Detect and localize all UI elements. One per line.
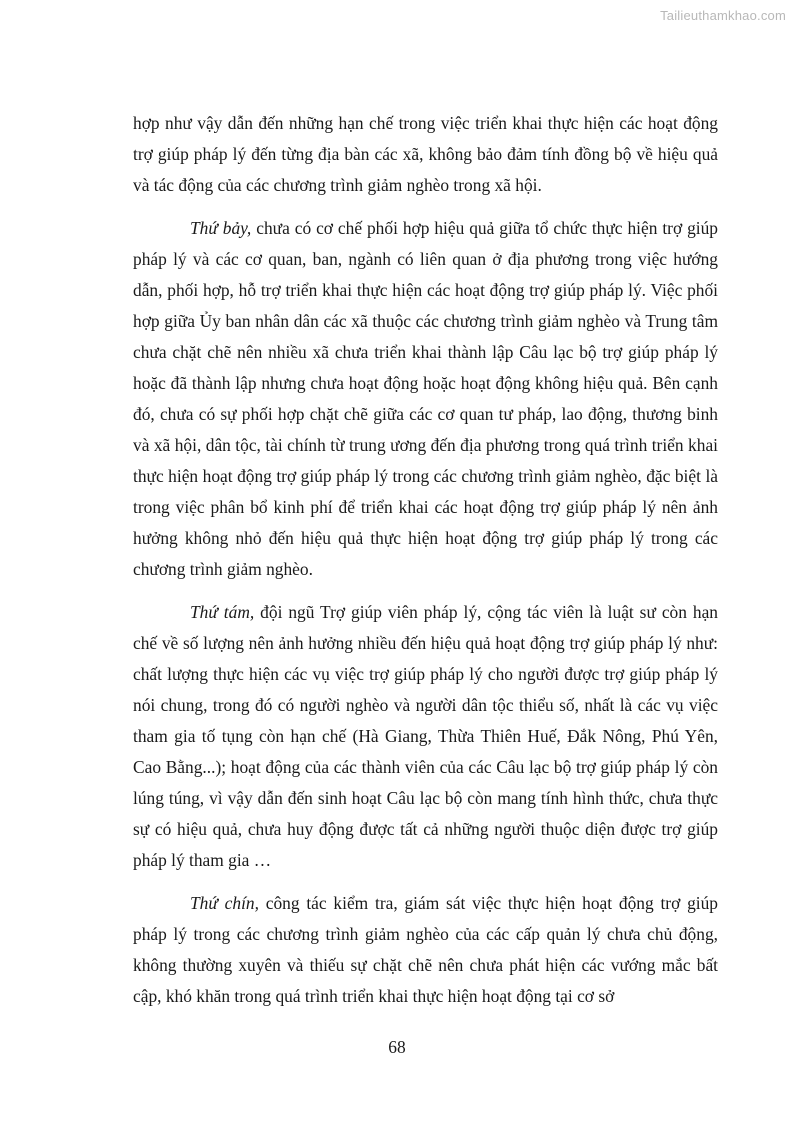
page-number: 68 bbox=[388, 1037, 406, 1057]
document-body bbox=[133, 108, 718, 1024]
paragraph-text: công tác kiểm tra, giám sát việc thực hiện hoạt động trợ giúp pháp lý trong các chương trình giảm nghèo của các cấp quản lý chưa chủ động, không thường xuyên và thiếu sự chặt chẽ nên chưa phát hiện các vướng mắc bất cập, khó khăn trong quá trình triển khai thực hiện hoạt động tại cơ sở bbox=[133, 893, 718, 1006]
paragraph-lead: Thứ chín, bbox=[190, 893, 259, 913]
watermark: Tailieuthamkhao.com bbox=[660, 8, 786, 23]
paragraph-text: đội ngũ Trợ giúp viên pháp lý, cộng tác viên là luật sư còn hạn chế về số lượng nên ảnh hưởng nhiều đến hiệu quả hoạt động trợ giúp pháp lý như: chất lượng thực hiện các vụ việc trợ giúp pháp lý cho người được trợ giúp pháp lý nói chung, trong đó có người nghèo và người dân tộc thiểu số, nhất là các vụ việc tham gia tố tụng còn hạn chế (Hà Giang, Thừa Thiên Huế, Đắk Nông, Phú Yên, Cao Bằng...); hoạt động của các thành viên của các Câu lạc bộ trợ giúp pháp lý còn lúng túng, vì vậy dẫn đến sinh hoạt Câu lạc bộ còn mang tính hình thức, chưa thực sự có hiệu quả, chưa huy động được tất cả những người thuộc diện được trợ giúp pháp lý tham gia … bbox=[133, 602, 718, 870]
paragraph-thu-tam bbox=[133, 597, 718, 876]
paragraph-text: hợp như vậy dẫn đến những hạn chế trong việc triển khai thực hiện các hoạt động trợ giúp pháp lý đến từng địa bàn các xã, không bảo đảm tính đồng bộ về hiệu quả và tác động của các chương trình giảm nghèo trong xã hội. bbox=[133, 113, 718, 195]
paragraph-continuation bbox=[133, 108, 718, 201]
paragraph-lead: Thứ tám, bbox=[190, 602, 255, 622]
paragraph-lead: Thứ bảy, bbox=[190, 218, 252, 238]
paragraph-thu-bay bbox=[133, 213, 718, 585]
paragraph-text: chưa có cơ chế phối hợp hiệu quả giữa tổ chức thực hiện trợ giúp pháp lý và các cơ quan, ban, ngành có liên quan ở địa phương trong việc hướng dẫn, phối hợp, hỗ trợ triển khai thực hiện các hoạt động trợ giúp pháp lý. Việc phối hợp giữa Ủy ban nhân dân các xã thuộc các chương trình giảm nghèo và Trung tâm chưa chặt chẽ nên nhiều xã chưa triển khai thành lập Câu lạc bộ trợ giúp pháp lý hoặc đã thành lập nhưng chưa hoạt động hoặc hoạt động không hiệu quả. Bên cạnh đó, chưa có sự phối hợp chặt chẽ giữa các cơ quan tư pháp, lao động, thương binh và xã hội, dân tộc, tài chính từ trung ương đến địa phương trong quá trình triển khai thực hiện hoạt động trợ giúp pháp lý trong các chương trình giảm nghèo, đặc biệt là trong việc phân bổ kinh phí để triển khai các hoạt động trợ giúp pháp lý nên ảnh hưởng không nhỏ đến hiệu quả thực hiện hoạt động trợ giúp pháp lý trong các chương trình giảm nghèo. bbox=[133, 218, 718, 579]
paragraph-thu-chin bbox=[133, 888, 718, 1012]
